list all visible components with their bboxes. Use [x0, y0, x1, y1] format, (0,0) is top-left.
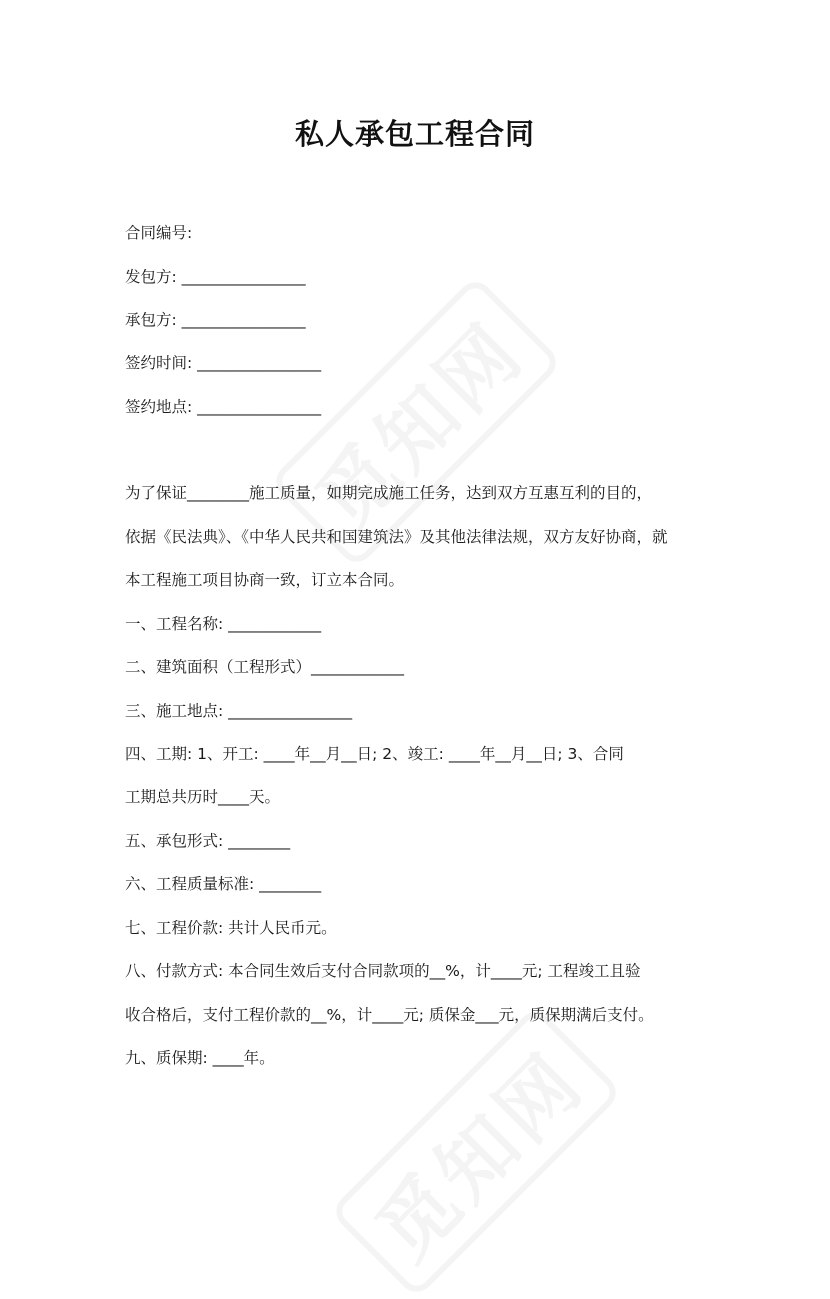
- paragraph-line: 为了保证________施工质量，如期完成施工任务，达到双方互惠互利的目的，: [125, 484, 653, 502]
- paragraph-line: 本工程施工项目协商一致，订立本合同。: [125, 571, 405, 589]
- clause-duration: 四、工期: 1、开工: ____年__月__日; 2、竣工: ____年__月__日; 3、合同: [125, 745, 624, 763]
- clause-contract-price: 七、工程价款: 共计人民币元。: [125, 919, 337, 937]
- field-signing-time: 签约时间: ________________: [125, 354, 322, 372]
- clause-project-name: 一、工程名称: ____________: [125, 615, 322, 633]
- field-contractor: 承包方: ________________: [125, 311, 306, 329]
- paragraph-line: 依据《民法典》、《中华人民共和国建筑法》及其他法律法规，双方友好协商，就: [125, 528, 668, 546]
- clause-contract-form: 五、承包形式: ________: [125, 832, 291, 850]
- field-signing-place: 签约地点: ________________: [125, 398, 322, 416]
- field-employer: 发包方: ________________: [125, 268, 306, 286]
- field-contract-number: 合同编号:: [125, 224, 193, 242]
- clause-payment-method: 八、付款方式: 本合同生效后支付合同款项的__%，计____元; 工程竣工且验: [125, 962, 641, 980]
- clause-quality-standard: 六、工程质量标准: ________: [125, 875, 322, 893]
- clause-payment-method-continued: 收合格后，支付工程价款的__%，计____元; 质保金___元，质保期满后支付。: [125, 1006, 654, 1024]
- document-title: 私人承包工程合同: [294, 117, 535, 151]
- clause-building-area: 二、建筑面积（工程形式）____________: [125, 658, 405, 676]
- clause-site-location: 三、施工地点: ________________: [125, 702, 353, 720]
- clause-duration-continued: 工期总共历时____天。: [125, 788, 281, 806]
- clause-warranty-period: 九、质保期: ____年。: [125, 1049, 275, 1067]
